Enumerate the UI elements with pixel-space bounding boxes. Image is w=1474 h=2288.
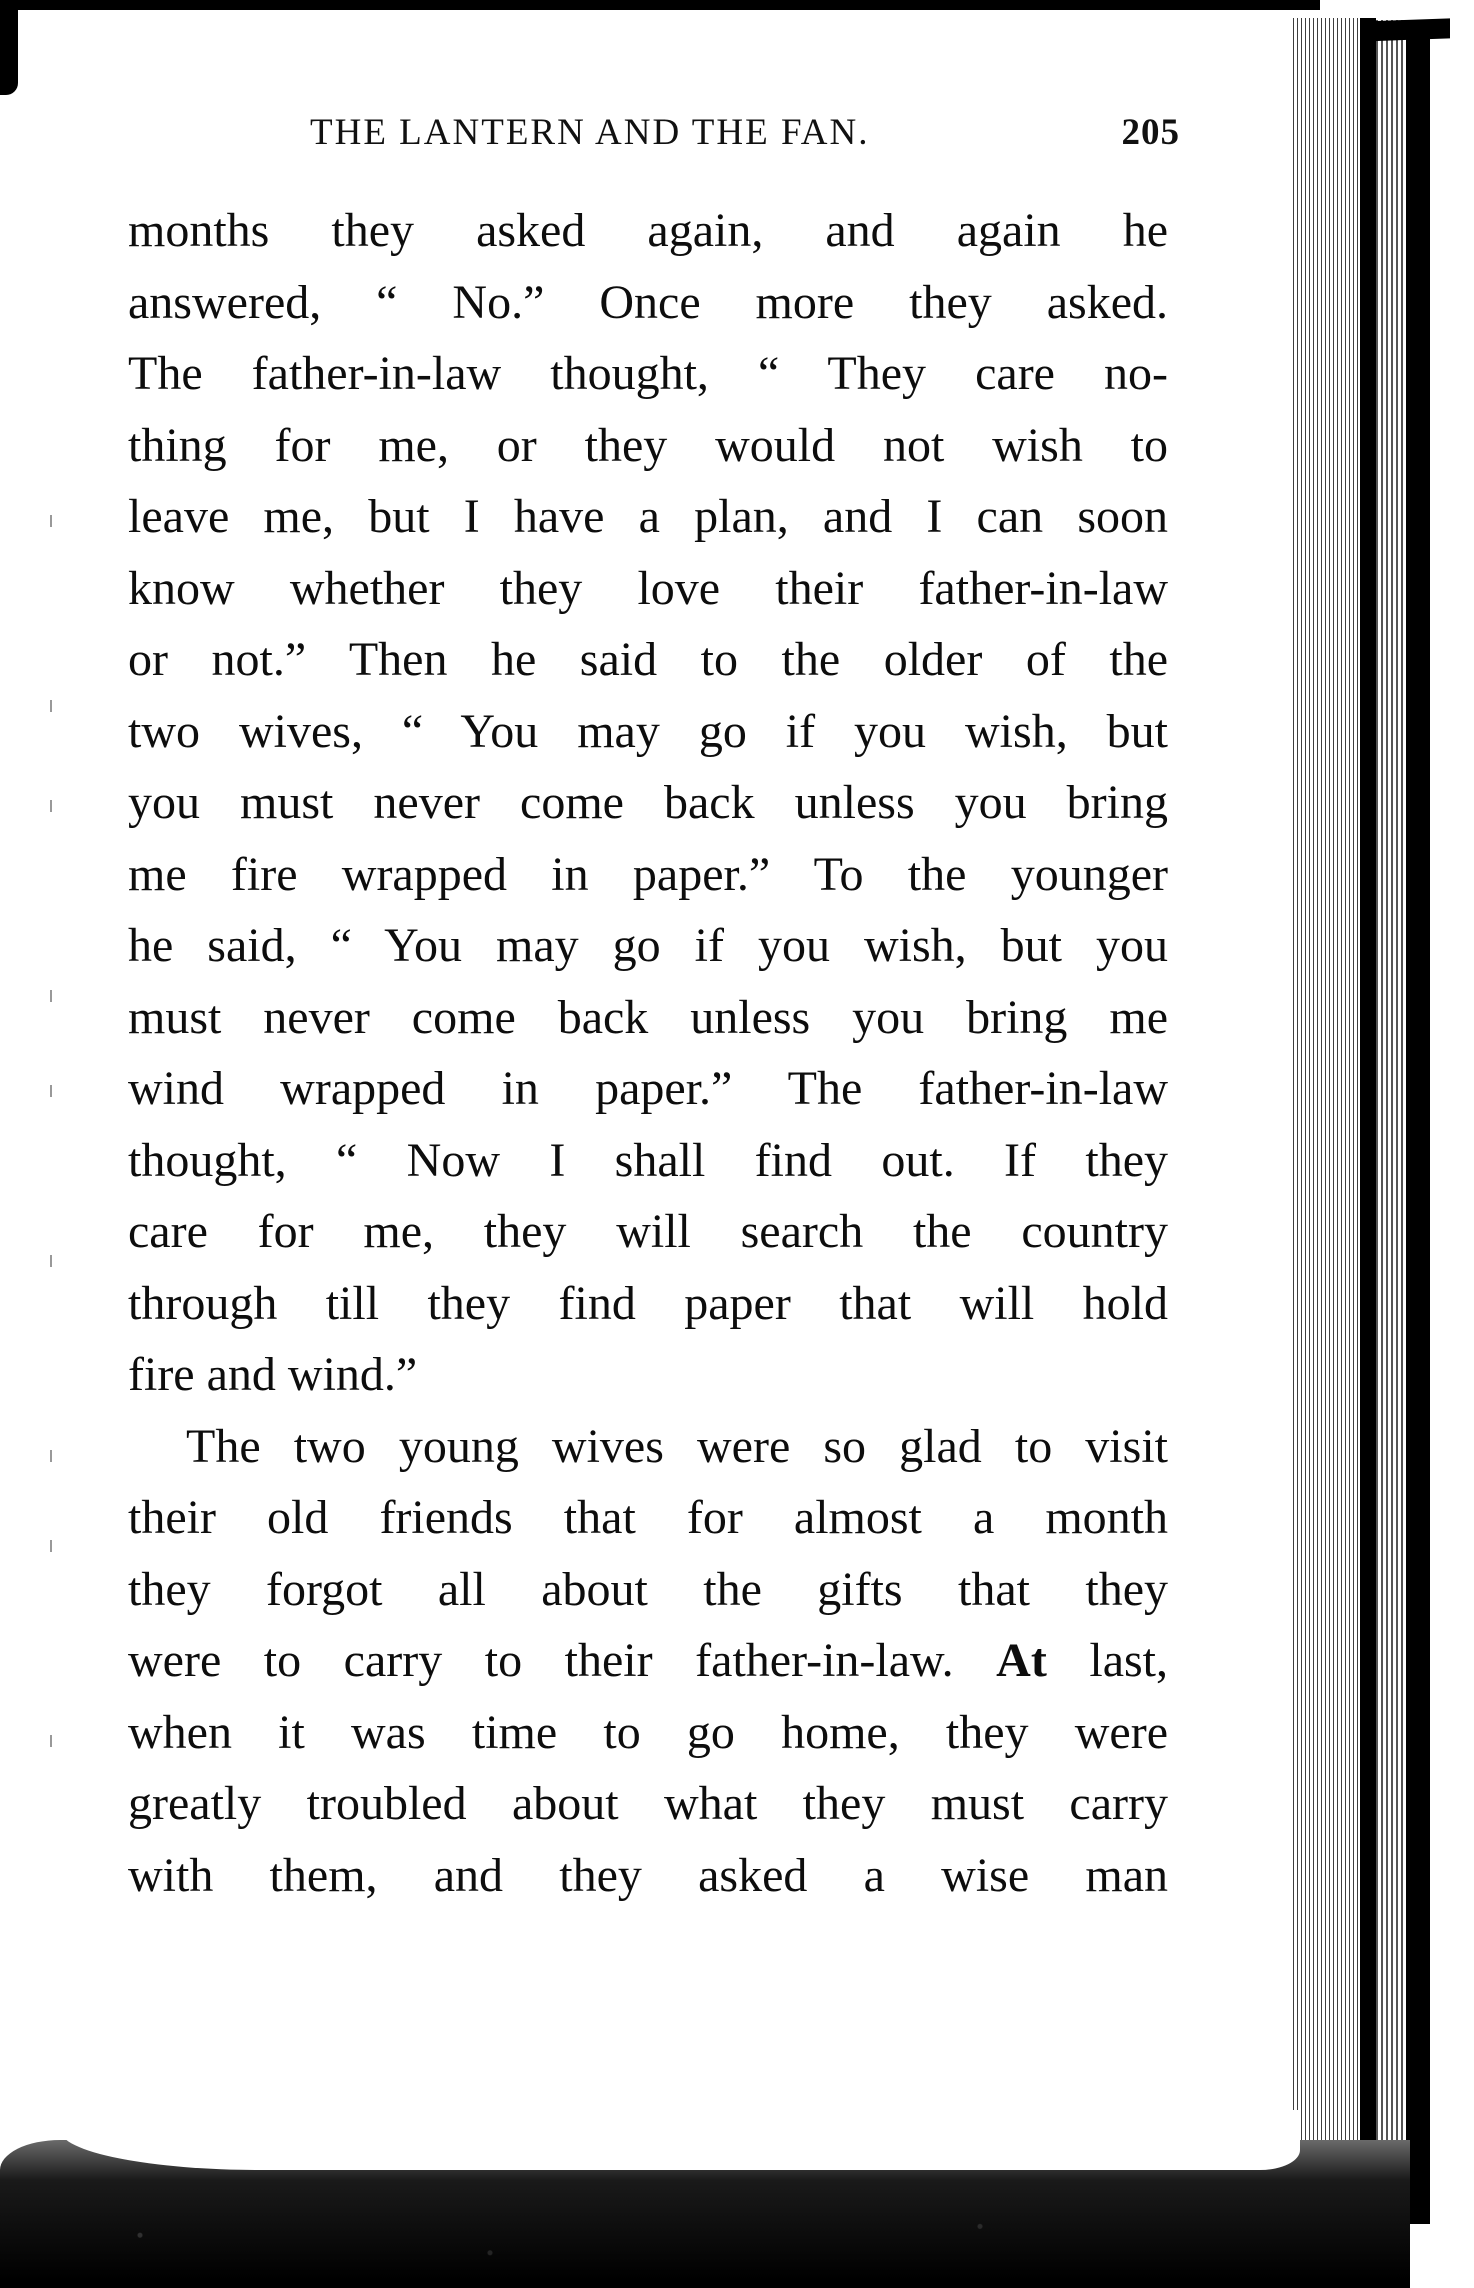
- text-line: care for me, they will search the country: [128, 1205, 1168, 1258]
- text-segment: were to carry to their father-in-law.: [128, 1634, 954, 1687]
- margin-speck: [50, 800, 52, 812]
- text-line: when it was time to go home, they were: [128, 1705, 1168, 1759]
- body-text: [128, 195, 1168, 1911]
- text-line: thing for me, or they would not wish to: [128, 418, 1168, 472]
- running-title: THE LANTERN AND THE FAN.: [310, 112, 870, 153]
- scan-margin: [1430, 0, 1474, 2288]
- text-line: greatly troubled about what they must carry: [128, 1777, 1168, 1830]
- text-line: me fire wrapped in paper.” To the younger: [128, 847, 1168, 901]
- text-line-with-bold: [128, 1625, 1168, 1697]
- page-block-edges: [1376, 20, 1406, 2240]
- page-corner-edge: [0, 0, 18, 95]
- text-line: through till they find paper that will hold: [128, 1276, 1168, 1330]
- text-line: they forgot all about the gifts that they: [128, 1562, 1168, 1616]
- paragraph-2: [128, 1411, 1168, 1912]
- text-line: two wives, “ You may go if you wish, but: [128, 704, 1168, 758]
- text-line: months they asked again, and again he: [128, 204, 1168, 257]
- text-line: must never come back unless you bring me: [128, 990, 1168, 1044]
- page-top-edge: [0, 0, 1320, 24]
- scan-noise: [0, 2200, 1400, 2288]
- text-line: wind wrapped in paper.” The father-in-law: [128, 1062, 1168, 1115]
- binding-gutter: [1290, 18, 1360, 2218]
- page-number: 205: [1121, 112, 1180, 153]
- text-segment: last,: [1089, 1634, 1168, 1687]
- text-line: thought, “ Now I shall find out. If they: [128, 1133, 1168, 1187]
- text-line: know whether they love their father-in-law: [128, 561, 1168, 615]
- binding-edge: [1360, 18, 1376, 2228]
- margin-speck: [50, 1450, 52, 1462]
- margin-speck: [50, 700, 52, 712]
- margin-speck: [50, 1085, 52, 1097]
- page-bottom-curl: [60, 2110, 1300, 2170]
- text-line: fire and wind.”: [128, 1348, 418, 1401]
- text-line: you must never come back unless you bring: [128, 776, 1168, 829]
- text-line: leave me, but I have a plan, and I can soon: [128, 490, 1168, 543]
- bold-word: At: [996, 1634, 1047, 1687]
- cover-top-corner: [1360, 18, 1450, 41]
- text-line: or not.” Then he said to the older of the: [128, 633, 1168, 686]
- text-line: answered, “ No.” Once more they asked.: [128, 275, 1168, 329]
- running-header: [310, 108, 1180, 158]
- margin-speck: [50, 1735, 52, 1747]
- text-line: their old friends that for almost a month: [128, 1491, 1168, 1544]
- text-line: with them, and they asked a wise man: [128, 1848, 1168, 1902]
- margin-speck: [50, 515, 52, 527]
- cover-edge: [1406, 24, 1430, 2224]
- paragraph-1: [128, 195, 1168, 1411]
- text-line: The father-in-law thought, “ They care no-: [128, 347, 1168, 400]
- margin-speck: [50, 1540, 52, 1552]
- text-line: The two young wives were so glad to visit: [186, 1419, 1168, 1473]
- margin-speck: [50, 990, 52, 1002]
- margin-speck: [50, 1255, 52, 1267]
- text-line: he said, “ You may go if you wish, but you: [128, 919, 1168, 972]
